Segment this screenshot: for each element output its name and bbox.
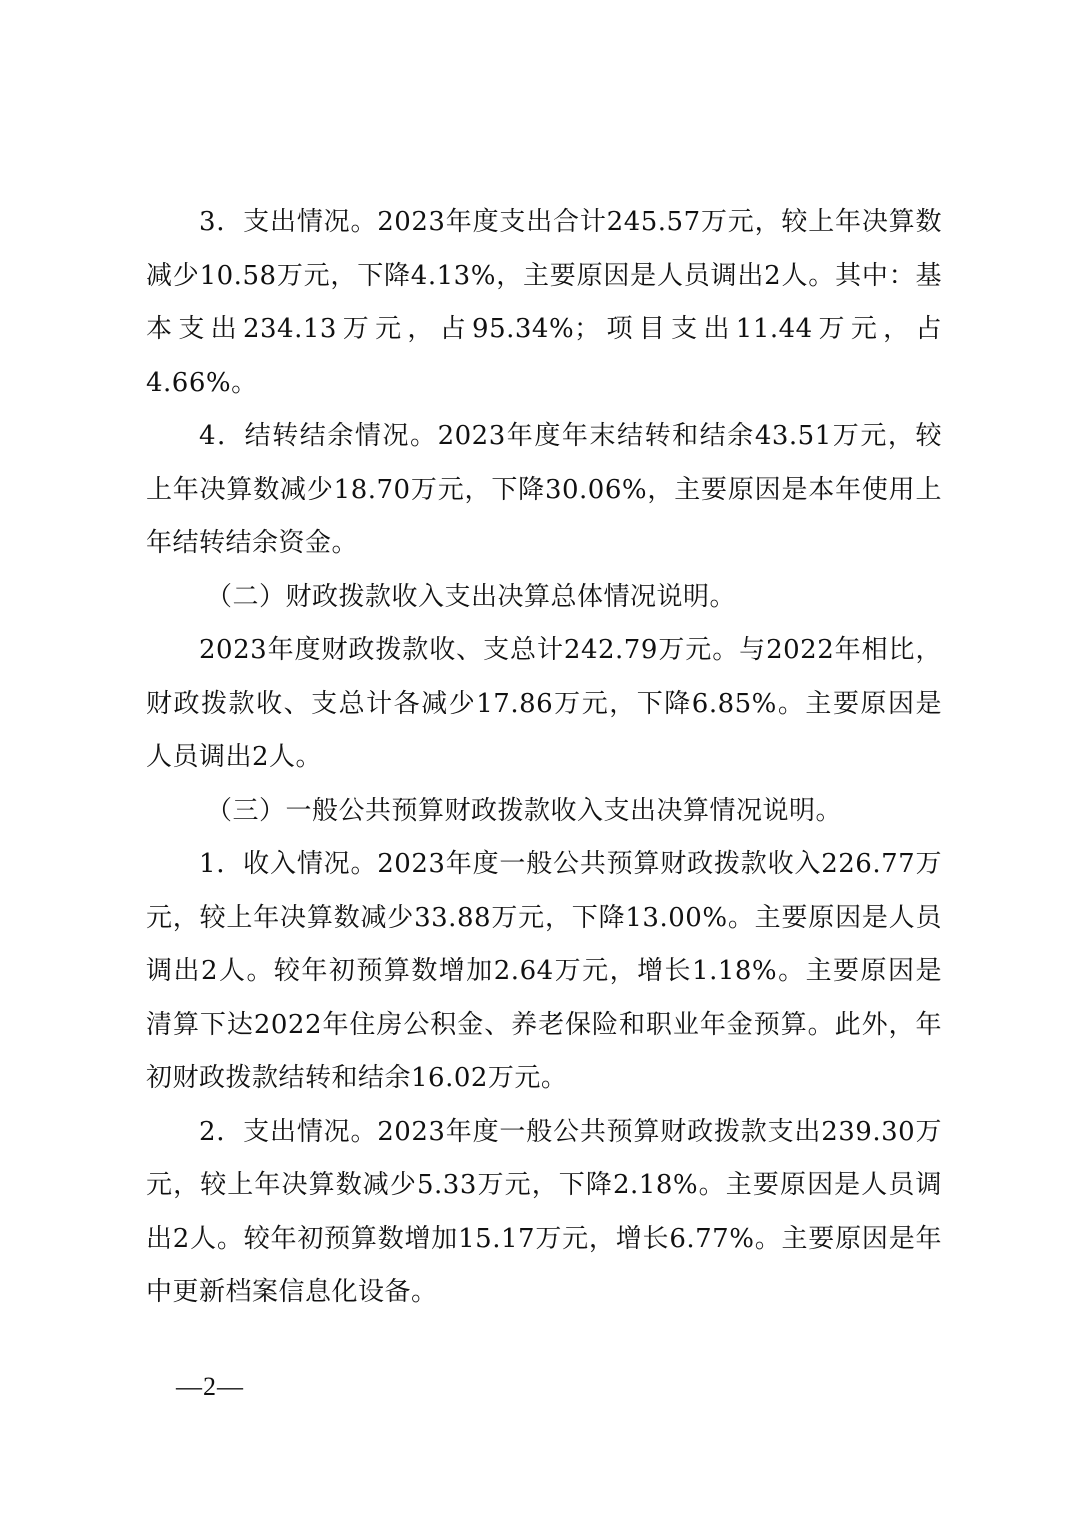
section-heading-general-public-budget: （三）一般公共预算财政拨款收入支出决算情况说明。	[206, 795, 843, 826]
document-body	[146, 196, 942, 1320]
paragraph-gpb-income: 1．收入情况。2023年度一般公共预算财政拨款收入226.77万元，较上年决算数减少33.88万元，下降13.00%。主要原因是人员调出2人。较年初预算数增加2.64万元，增长1.18%。主要原因是清算下达2022年住房公积金、养老保险和职业年金预算。此外，年初财政拨款结转和结余16.02万元。	[146, 849, 942, 1093]
paragraph-fiscal-total: 2023年度财政拨款收、支总计242.79万元。与2022年相比，财政拨款收、支总计各减少17.86万元，下降6.85%。主要原因是人员调出2人。	[146, 635, 942, 772]
paragraph-expenditure: 3．支出情况。2023年度支出合计245.57万元，较上年决算数减少10.58万元，下降4.13%，主要原因是人员调出2人。其中：基本支出234.13万元，占95.34%；项目支出11.44万元，占4.66%。	[146, 207, 942, 398]
page-number: —2—	[176, 1372, 244, 1401]
paragraph-gpb-expenditure: 2．支出情况。2023年度一般公共预算财政拨款支出239.30万元，较上年决算数减少5.33万元，下降2.18%。主要原因是人员调出2人。较年初预算数增加15.17万元，增长6.77%。主要原因是年中更新档案信息化设备。	[146, 1116, 942, 1307]
paragraph-carryover: 4．结转结余情况。2023年度年末结转和结余43.51万元，较上年决算数减少18.70万元，下降30.06%，主要原因是本年使用上年结转结余资金。	[146, 421, 942, 558]
section-heading-fiscal-appropriation: （二）财政拨款收入支出决算总体情况说明。	[206, 581, 737, 612]
